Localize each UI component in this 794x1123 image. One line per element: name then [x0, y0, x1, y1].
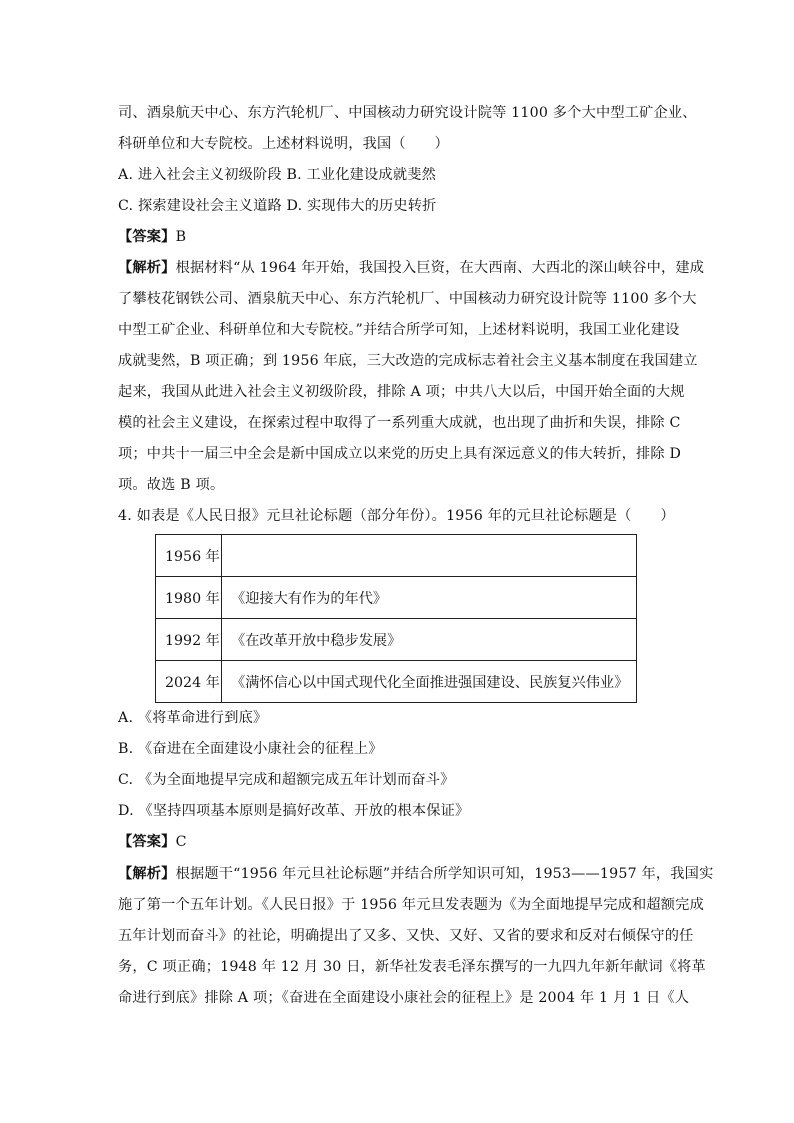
q3-analysis-line-4: 成就斐然，B 项正确；到 1956 年底，三大改造的完成标志着社会主义基本制度在我国建立 — [118, 353, 698, 369]
q3-stem-line-1: 司、酒泉航天中心、东方汽轮机厂、中国核动力研究设计院等 1100 多个大中型工矿企业、 — [118, 105, 697, 121]
table-row — [156, 619, 637, 661]
q3-analysis-line-1 — [118, 258, 705, 278]
table-cell-title: 《迎接大有作为的年代》 — [222, 577, 637, 619]
analysis-tag: 【解析】 — [118, 260, 176, 276]
q4-answer — [118, 832, 187, 852]
q3-stem-line-2: 科研单位和大专院校。上述材料说明，我国（ ） — [118, 136, 449, 152]
q4-option-d: D. 《坚持四项基本原则是搞好改革、开放的根本保证》 — [118, 803, 470, 819]
q3-analysis-line-3: 中型工矿企业、科研单位和大专院校。”并结合所学可知，上述材料说明，我国工业化建设 — [118, 322, 680, 338]
q4-option-a: A. 《将革命进行到底》 — [118, 710, 268, 726]
q4-stem: 4. 如表是《人民日报》元旦社论标题（部分年份）。1956 年的元旦社论标题是（ ） — [118, 508, 675, 524]
table-cell-title — [222, 535, 637, 577]
q3-option-cd: C. 探索建设社会主义道路 D. 实现伟大的历史转折 — [118, 198, 437, 214]
answer-value: B — [175, 229, 187, 245]
q4-analysis-line-2: 施了第一个五年计划。《人民日报》于 1956 年元旦发表题为《为全面地提早完成和超额完成 — [118, 897, 704, 913]
analysis-tag: 【解析】 — [118, 866, 176, 882]
q4-option-c: C. 《为全面地提早完成和超额完成五年计划而奋斗》 — [118, 772, 455, 788]
table-row — [156, 535, 637, 577]
analysis-text: 根据题干“1956 年元旦社论标题”并结合所学知识可知，1953——1957 年，我国实 — [175, 866, 714, 882]
table-cell-year: 1980 年 — [156, 577, 222, 619]
answer-value: C — [175, 834, 187, 850]
q3-answer — [118, 227, 186, 247]
table-row — [156, 661, 637, 703]
q4-analysis-line-1 — [118, 864, 714, 884]
table-cell-year: 2024 年 — [156, 661, 222, 703]
table-cell-title: 《在改革开放中稳步发展》 — [222, 619, 637, 661]
q3-analysis-line-8: 项。故选 B 项。 — [118, 477, 225, 493]
table-cell-year: 1956 年 — [156, 535, 222, 577]
table-cell-title: 《满怀信心以中国式现代化全面推进强国建设、民族复兴伟业》 — [222, 661, 637, 703]
q4-option-b: B. 《奋进在全面建设小康社会的征程上》 — [118, 741, 383, 757]
answer-tag: 【答案】 — [118, 229, 176, 245]
table-cell-year: 1992 年 — [156, 619, 222, 661]
q4-analysis-line-3: 五年计划而奋斗》的社论，明确提出了又多、又快、又好、又省的要求和反对右倾保守的任 — [118, 928, 694, 944]
editorial-table — [155, 534, 637, 703]
q3-analysis-line-5: 起来，我国从此进入社会主义初级阶段，排除 A 项；中共八大以后，中国开始全面的大规 — [118, 384, 685, 400]
table-row — [156, 577, 637, 619]
answer-tag: 【答案】 — [118, 834, 176, 850]
q3-analysis-line-6: 模的社会主义建设，在探索过程中取得了一系列重大成就，也出现了曲折和失误，排除 C — [118, 415, 681, 431]
q3-analysis-line-2: 了攀枝花钢铁公司、酒泉航天中心、东方汽轮机厂、中国核动力研究设计院等 1100 多个大 — [118, 291, 697, 307]
q4-analysis-line-4: 务，C 项正确；1948 年 12 月 30 日，新华社发表毛泽东撰写的一九四九年新年献词《将革 — [118, 959, 706, 975]
q3-option-ab: A. 进入社会主义初级阶段 B. 工业化建设成就斐然 — [118, 167, 436, 183]
q3-analysis-line-7: 项；中共十一届三中全会是新中国成立以来党的历史上具有深远意义的伟大转折，排除 D — [118, 446, 682, 462]
analysis-text: 根据材料“从 1964 年开始，我国投入巨资，在大西南、大西北的深山峡谷中，建成 — [175, 260, 705, 276]
q4-analysis-line-5: 命进行到底》排除 A 项；《奋进在全面建设小康社会的征程上》是 2004 年 1 月 1 日《人 — [118, 990, 690, 1006]
